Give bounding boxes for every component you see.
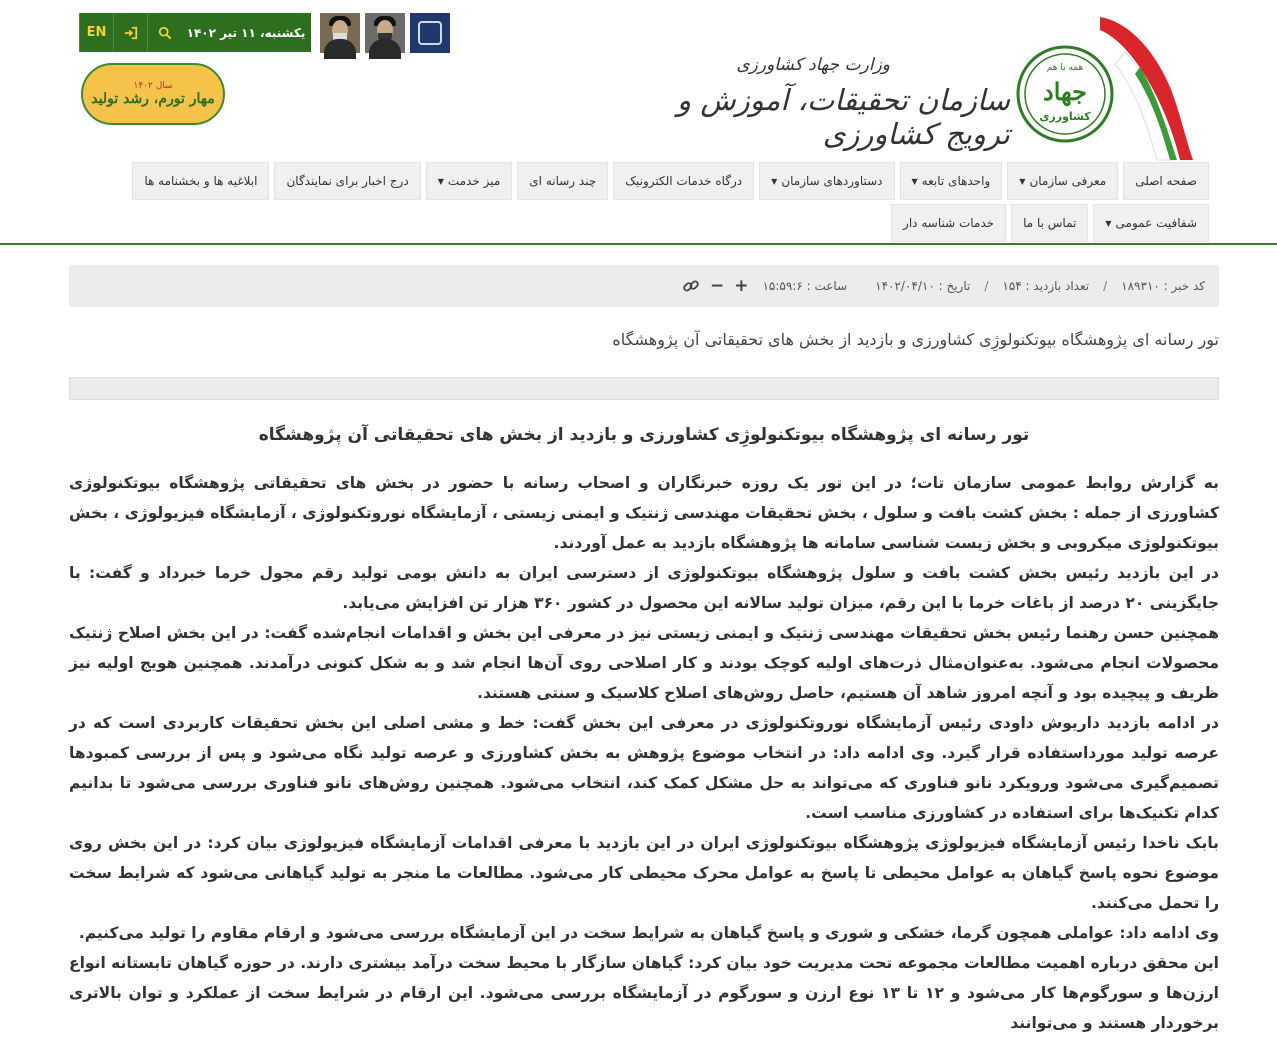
article-body: [69, 468, 1219, 1038]
login-icon: [124, 26, 138, 40]
article-paragraph: بابک ناخدا رئیس آزمایشگاه فیزیولوژی پژوهشگاه بیوتکنولوژی ایران در این بازدید با معرفی اقدامات آزمایشگاه فیزیولوژی بیان کرد: در این بخش روی موضوع نحوه پاسخ گیاهان به عوامل محیطی تا پاسخ به عوامل محرک محیطی کار می‌شود. مطالعات ما منجر به تولید گیاهانی می‌شود که شرایط سخت را تحمل می‌کنند.: [69, 834, 1219, 912]
article-tools: [682, 277, 749, 295]
site-header: [0, 0, 1277, 245]
caret-down-icon: ▼: [911, 176, 918, 186]
publish-time: ساعت : ۱۵:۵۹:۶: [762, 279, 848, 293]
year-slogan: مهار تورم، رشد تولید: [91, 91, 215, 107]
nav-achievements[interactable]: دستاوردهای سازمان ▼: [759, 162, 894, 200]
ministry-name: وزارت جهاد کشاورزی: [736, 55, 890, 75]
nav-about[interactable]: معرفی سازمان ▼: [1007, 162, 1118, 200]
top-bar: [79, 13, 311, 52]
year-label: سال ۱۴۰۲: [133, 81, 173, 91]
article-media-placeholder: [69, 377, 1219, 400]
nav-service-desk[interactable]: میز خدمت ▼: [426, 162, 513, 200]
caret-down-icon: ▼: [1019, 176, 1026, 186]
search-icon: [158, 26, 172, 40]
portrait-leader[interactable]: [320, 13, 360, 53]
article-paragraph: در ادامه بازدید داریوش داودی رئیس آزمایشگاه نوروتکنولوژی در معرفی این بخش گفت: خط و مشی اصلی این بخش تحقیقات کاربردی است که در عرصه تولید مورداستفاده قرار گیرد. وی ادامه داد: در انتخاب موضوع پژوهش به بخش کشاورزی و عرصه تولید نگاه می‌شود و پس از بررسی کمبودها تصمیم‌گیری می‌شود ورویکرد نانو فناوری که می‌تواند به حل مشکل کمک کند، انتخاب می‌شود. همچنین روش‌های نانو فناوری بررسی می‌شود تا بدانیم کدام تکنیک‌ها برای استفاده در کشاورزی مناسب است.: [69, 714, 1219, 822]
leader-portraits: [320, 13, 450, 53]
login-button[interactable]: [113, 13, 147, 52]
nav-units[interactable]: واحدهای تابعه ▼: [900, 162, 1003, 200]
portrait-president[interactable]: [365, 13, 405, 53]
current-date: یکشنبه، ۱۱ تیر ۱۴۰۲: [186, 25, 306, 40]
increase-font-button[interactable]: +: [734, 275, 749, 296]
caret-down-icon: ▼: [437, 176, 444, 186]
government-emblem[interactable]: [410, 13, 450, 53]
caret-down-icon: ▼: [1105, 218, 1112, 228]
nav-circulars[interactable]: ابلاغیه ها و بخشنامه ها: [132, 162, 269, 200]
organization-name: سازمان تحقیقات، آموزش و ترویج کشاورزی: [677, 83, 1010, 151]
news-code: کد خبر : ۱۸۹۳۱۰: [1121, 279, 1205, 293]
jahad-logo-icon[interactable]: [1005, 12, 1200, 162]
logo-sub-text: کشاورزی: [1039, 110, 1091, 123]
nav-multimedia[interactable]: چند رسانه ای: [517, 162, 608, 200]
search-button[interactable]: [147, 13, 181, 52]
nav-news-submission[interactable]: درج اخبار برای نمایندگان: [274, 162, 420, 200]
publish-date: تاریخ : ۱۴۰۲/۰۴/۱۰: [875, 279, 971, 293]
nav-e-services[interactable]: درگاه خدمات الکترونیک: [613, 162, 754, 200]
nav-transparency[interactable]: شفافیت عمومی ▼: [1093, 204, 1209, 242]
year-slogan-badge: [81, 63, 225, 125]
nav-home[interactable]: صفحه اصلی: [1123, 162, 1209, 200]
article-lead-title: تور رسانه ای پژوهشگاه بیوتکنولوژِی کشاورزی و بازدید از بخش های تحقیقاتی آن پژوهشگاه: [612, 330, 1219, 349]
link-icon[interactable]: [682, 277, 700, 295]
visit-count: تعداد بازدید : ۱۵۴: [1002, 279, 1090, 293]
site-brand[interactable]: [650, 55, 1010, 151]
article-meta-bar: کد خبر : ۱۸۹۳۱۰ / تعداد بازدید : ۱۵۴ / تاریخ : ۱۴۰۲/۰۴/۱۰ ساعت : ۱۵:۵۹:۶ − +: [69, 265, 1219, 307]
article-paragraph: همچنین حسن رهنما رئیس بخش تحقیقات مهندسی ژنتیک و ایمنی زیستی نیز در معرفی این بخش و اقدامات انجام‌شده گفت: در این بخش اصلاح ژنتیک محصولات انجام می‌شود. به‌عنوان‌مثال ذرت‌های اولیه کوچک بودند و کار اصلاحی روی آن‌ها انجام شد و به شکل کنونی درآمدند. همچنین هویج اولیه نیز ظریف و پیچیده بود و آنچه امروز شاهد آن هستیم، حاصل روش‌های اصلاح کلاسیک و سنتی هستند.: [69, 624, 1219, 702]
logo-top-text: همه با هم: [1046, 63, 1084, 73]
logo-main-text: جهاد: [1043, 77, 1087, 106]
article-paragraph: این محقق درباره اهمیت مطالعات مجموعه تحت مدیریت خود بیان کرد: گیاهان سازگار با محیط سخت درآمد بیشتری دارند. در حوزه گیاهان تابستانه انواع ارزن‌ها و سورگوم‌ها کار می‌شود و ۱۲ تا ۱۳ نوع ارزن و سورگوم در آزمایشگاه بررسی می‌شود. این ارقام در شرایط سخت از عملکرد و توان بالاتری برخوردار هستند و می‌توانند: [69, 954, 1219, 1032]
nav-id-services[interactable]: خدمات شناسه دار: [891, 204, 1006, 242]
main-navigation: [59, 162, 1209, 242]
article-paragraph: وی ادامه داد: عواملی همچون گرما، خشکی و شوری و پاسخ گیاهان به شرایط سخت در این آزمایشگاه بررسی می‌شود و ارقام مقاوم را تولید می‌کنیم.: [78, 924, 1219, 942]
article-title: تور رسانه ای پژوهشگاه بیوتکنولوژِی کشاورزی و بازدید از بخش های تحقیقاتی آن پژوهشگاه: [258, 425, 1030, 445]
caret-down-icon: ▼: [771, 176, 778, 186]
nav-contact[interactable]: تماس با ما: [1011, 204, 1088, 242]
decrease-font-button[interactable]: −: [709, 275, 725, 296]
article-paragraph: به گزارش روابط عمومی سازمان تات؛ در این تور یک روزه خبرنگاران و اصحاب رسانه با حضور در بخش های تحقیقاتی پژوهشگاه بیوتکنولوژی کشاورزی از جمله : بخش کشت بافت و سلول ، بخش تحقیقات مهندسی ژنتیک و ایمنی زیستی ، آزمایشگاه نوروتکنولوژی ، آزمایشگاه فیزیولوژی ، بخش بیوتکنولوژی میکروبی و بخش زیست شناسی سامانه ها پژوهشگاه بازدید به عمل آوردند.: [69, 474, 1219, 552]
article-paragraph: در این بازدید رئیس بخش کشت بافت و سلول پژوهشگاه بیوتکنولوژی از دسترسی ایران به دانش بومی تولید رقم مجول خرما خبرداد و گفت: با جایگزینی ۲۰ درصد از باغات خرما با این رقم، میزان تولید سالانه این محصول در کشور ۳۶۰ هزار تن افزایش می‌یابد.: [69, 564, 1219, 612]
language-switch[interactable]: EN: [79, 13, 113, 52]
